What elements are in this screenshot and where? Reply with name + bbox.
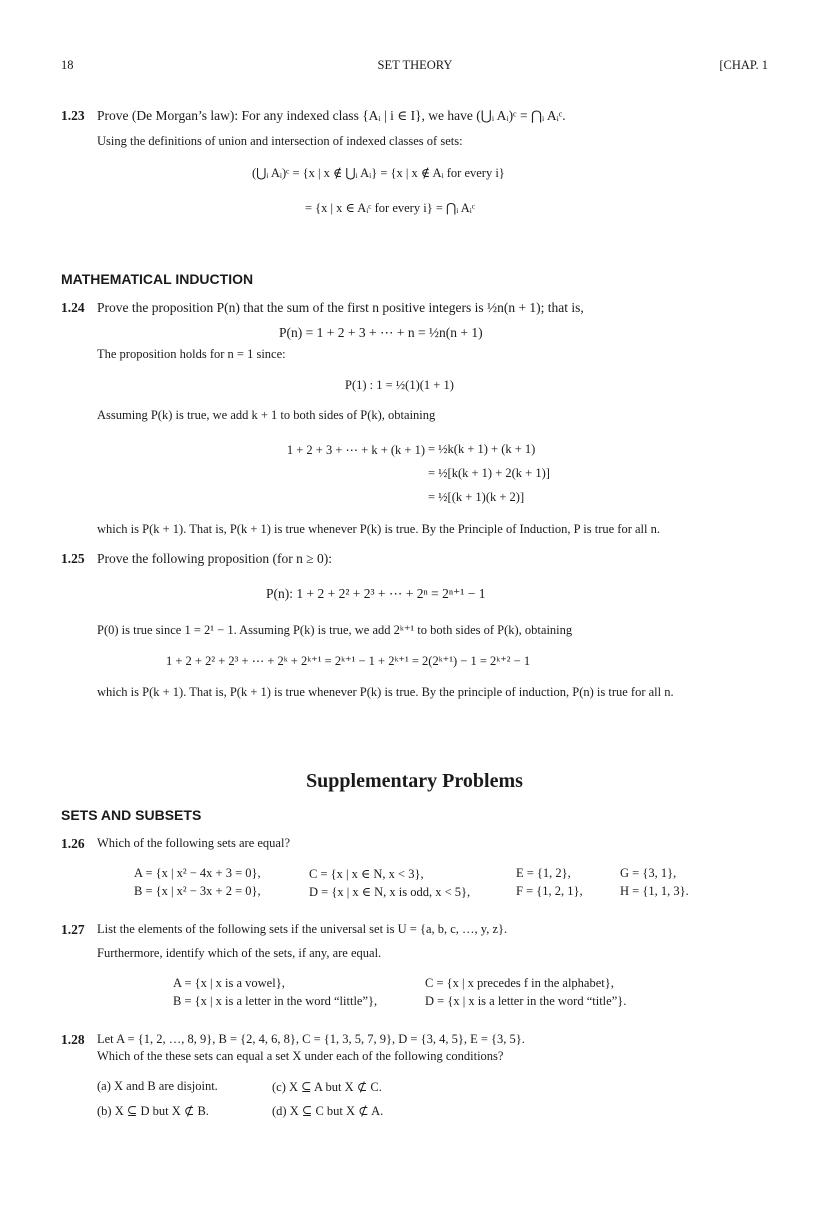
problem-1-23-equation-line-2: = {x | x ∈ Aᵢᶜ for every i} = ⋂ᵢ Aᵢᶜ <box>305 201 475 215</box>
condition-c: (c) X ⊆ A but X ⊄ C. <box>272 1080 382 1094</box>
supplementary-title: Supplementary Problems <box>306 770 523 792</box>
problem-number-1-25: 1.25 <box>61 551 85 566</box>
problem-number-1-23: 1.23 <box>61 108 85 123</box>
problem-1-23-equation-line-1: (⋃ᵢ Aᵢ)ᶜ = {x | x ∉ ⋃ᵢ Aᵢ} = {x | x ∉ Aᵢ for every i} <box>252 166 505 180</box>
problem-1-24-step-left: 1 + 2 + 3 + ⋯ + k + (k + 1) <box>286 443 425 457</box>
problem-1-25-step-equation: 1 + 2 + 2² + 2³ + ⋯ + 2ᵏ + 2ᵏ⁺¹ = 2ᵏ⁺¹ − 1 + 2ᵏ⁺¹ = 2(2ᵏ⁺¹) − 1 = 2ᵏ⁺² − 1 <box>166 654 531 668</box>
problem-number-1-26: 1.26 <box>61 836 85 851</box>
set-A-vowels: A = {x | x is a vowel}, <box>173 976 285 990</box>
condition-d: (d) X ⊆ C but X ⊄ A. <box>272 1104 384 1118</box>
problem-1-24-step-line-2: = ½[k(k + 1) + 2(k + 1)] <box>428 466 550 480</box>
problem-1-27-line-2: Furthermore, identify which of the sets, if any, are equal. <box>97 946 382 960</box>
problem-1-24-base-case: P(1) : 1 = ½(1)(1 + 1) <box>345 378 454 392</box>
problem-1-25-main-equation: P(n): 1 + 2 + 2² + 2³ + ⋯ + 2ⁿ = 2ⁿ⁺¹ − 1 <box>266 586 486 601</box>
set-C-definition: C = {x | x ∈ N, x < 3}, <box>309 867 424 881</box>
chapter-label: [CHAP. 1 <box>719 58 768 72</box>
problem-1-25-base-text: P(0) is true since 1 = 2¹ − 1. Assuming P(k) is true, we add 2ᵏ⁺¹ to both sides of P(k), obtaining <box>97 623 573 637</box>
problem-number-1-24: 1.24 <box>61 300 85 315</box>
condition-b: (b) X ⊆ D but X ⊄ B. <box>97 1104 209 1118</box>
problem-1-24-main-equation: P(n) = 1 + 2 + 3 + ⋯ + n = ½n(n + 1) <box>279 325 483 340</box>
problem-1-24-holds-text: The proposition holds for n = 1 since: <box>97 347 286 361</box>
problem-1-28-line-2: Which of the these sets can equal a set X under each of the following conditions? <box>97 1049 504 1063</box>
set-B-definition: B = {x | x² − 3x + 2 = 0}, <box>134 884 261 898</box>
section-heading-induction: MATHEMATICAL INDUCTION <box>61 271 254 287</box>
problem-number-1-28: 1.28 <box>61 1032 85 1047</box>
set-D-title: D = {x | x is a letter in the word “title”}. <box>425 994 627 1008</box>
problem-1-24-assume-text: Assuming P(k) is true, we add k + 1 to both sides of P(k), obtaining <box>97 408 436 422</box>
set-B-little: B = {x | x is a letter in the word “little”}, <box>173 994 378 1008</box>
set-E-definition: E = {1, 2}, <box>516 866 571 880</box>
problem-1-25-conclusion: which is P(k + 1). That is, P(k + 1) is true whenever P(k) is true. By the principle of induction, P(n) is true for all n. <box>97 685 674 699</box>
set-A-definition: A = {x | x² − 4x + 3 = 0}, <box>134 866 261 880</box>
running-title: SET THEORY <box>377 58 453 72</box>
problem-1-23-intro: Using the definitions of union and intersection of indexed classes of sets: <box>97 134 463 148</box>
problem-1-28-statement: Let A = {1, 2, …, 8, 9}, B = {2, 4, 6, 8}, C = {1, 3, 5, 7, 9}, D = {3, 4, 5}, E = {3, 5}. <box>97 1032 525 1046</box>
page-number: 18 <box>61 58 74 72</box>
problem-1-24-statement: Prove the proposition P(n) that the sum of the first n positive integers is ½n(n + 1); that is, <box>97 300 584 315</box>
section-heading-sets: SETS AND SUBSETS <box>61 807 202 823</box>
set-D-definition: D = {x | x ∈ N, x is odd, x < 5}, <box>309 885 471 899</box>
set-H-definition: H = {1, 1, 3}. <box>620 884 689 898</box>
set-F-definition: F = {1, 2, 1}, <box>516 884 583 898</box>
problem-1-24-step-line-1: = ½k(k + 1) + (k + 1) <box>428 442 536 456</box>
set-C-precedes-f: C = {x | x precedes f in the alphabet}, <box>425 976 614 990</box>
problem-1-25-statement: Prove the following proposition (for n ≥ 0): <box>97 551 333 566</box>
condition-a: (a) X and B are disjoint. <box>97 1079 218 1093</box>
problem-1-26-statement: Which of the following sets are equal? <box>97 836 290 850</box>
problem-number-1-27: 1.27 <box>61 922 85 937</box>
problem-1-24-conclusion: which is P(k + 1). That is, P(k + 1) is true whenever P(k) is true. By the Principle of Induction, P is true for all n. <box>97 522 660 536</box>
problem-1-23-statement: Prove (De Morgan’s law): For any indexed class {Aᵢ | i ∈ I}, we have (⋃ᵢ Aᵢ)ᶜ = ⋂ᵢ Aᵢᶜ. <box>97 108 566 123</box>
problem-1-27-statement: List the elements of the following sets if the universal set is U = {a, b, c, …, y, z}. <box>97 922 508 936</box>
problem-1-24-step-line-3: = ½[(k + 1)(k + 2)] <box>428 490 525 504</box>
set-G-definition: G = {3, 1}, <box>620 866 677 880</box>
